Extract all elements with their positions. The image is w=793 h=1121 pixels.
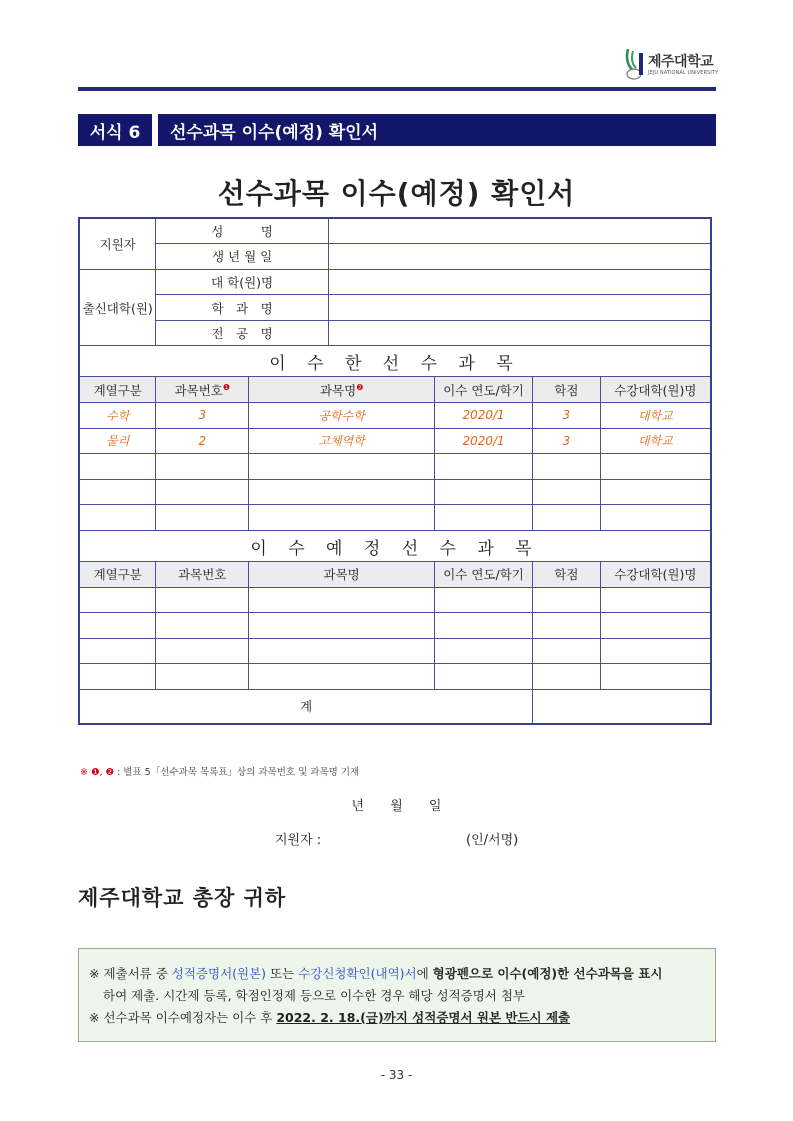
school-group-label: 출신대학(원) (79, 269, 156, 346)
school-univ-row (79, 269, 711, 295)
col-header-institution: 수강대학(원)명 (600, 562, 711, 588)
name-field[interactable] (328, 218, 711, 244)
dept-label: 학 과 명 (156, 295, 328, 321)
planned-section-row (79, 531, 711, 562)
table-row: 물리 2 고체역학 2020/1 3 대학교 (79, 428, 711, 454)
signature-label: 지원자 : (275, 833, 322, 848)
form-title-bar: 선수과목 이수(예정) 확인서 (158, 114, 716, 146)
col-header-category: 계열구분 (79, 377, 156, 403)
footnote-marks: ※ ❶, ❷ (80, 767, 115, 778)
logo-name: 제주대학교 (648, 54, 714, 70)
major-field[interactable] (328, 320, 711, 346)
total-label: 계 (79, 690, 533, 724)
applicant-birth-row (79, 244, 711, 270)
table-row (79, 664, 711, 690)
form-number: 서식 6 (78, 114, 152, 146)
completed-header-row (79, 377, 711, 403)
page-title: 선수과목 이수(예정) 확인서 (217, 177, 576, 210)
col-header-year-term: 이수 연도/학기 (435, 562, 533, 588)
applicant-name-row (79, 218, 711, 244)
univ-label: 대 학(원)명 (156, 269, 328, 295)
major-label: 전 공 명 (156, 320, 328, 346)
mark-1-icon: ❶ (222, 382, 231, 392)
university-emblem-icon (624, 47, 646, 81)
notice-line-2: 하여 제출. 시간제 등록, 학점인정제 등으로 이수한 경우 해당 성적증명서 첨부 (103, 988, 526, 1003)
planned-section-title: 이 수 예 정 선 수 과 목 (79, 531, 711, 562)
col-header-credits: 학점 (533, 377, 601, 403)
col-header-credits: 학점 (533, 562, 601, 588)
addressee: 제주대학교 총장 귀하 (78, 886, 287, 910)
col-header-course-no: 과목번호 (156, 562, 249, 588)
school-dept-row (79, 295, 711, 321)
signature-seal: (인/서명) (466, 833, 519, 848)
page-number: - 33 - (380, 1068, 413, 1082)
birth-label: 생 년 월 일 (156, 244, 328, 270)
confirmation-form-table (78, 217, 712, 725)
table-row (79, 505, 711, 531)
applicant-group-label: 지원자 (79, 218, 156, 269)
birth-field[interactable] (328, 244, 711, 270)
date-line: 년 월 일 (351, 799, 442, 814)
logo-subtitle: JEJU NATIONAL UNIVERSITY (648, 70, 719, 76)
table-row (79, 454, 711, 480)
header-rule (78, 87, 716, 91)
submission-notice (78, 948, 716, 1042)
total-field[interactable] (533, 690, 712, 724)
table-row: 수학 3 공학수학 2020/1 3 대학교 (79, 403, 711, 429)
col-header-institution: 수강대학(원)명 (600, 377, 711, 403)
name-label: 성 명 (156, 218, 328, 244)
mark-2-icon: ❷ (356, 382, 364, 392)
table-row (79, 613, 711, 639)
university-logo (624, 47, 724, 81)
col-header-course-no: 과목번호$^❶$ (156, 377, 249, 403)
notice-line-1: ※ 제출서류 중 성적증명서(원본) 또는 수강신청확인(내역)서에 형광펜으로 이수(예정)한 선수과목을 표시 (89, 966, 663, 981)
table-row (79, 479, 711, 505)
univ-field[interactable] (328, 269, 711, 295)
col-header-year-term: 이수 연도/학기 (435, 377, 533, 403)
total-row (79, 690, 711, 724)
completed-section-row (79, 346, 711, 377)
planned-header-row (79, 562, 711, 588)
footnote (80, 764, 359, 778)
dept-field[interactable] (328, 295, 711, 321)
col-header-course-name: 과목명 (249, 562, 435, 588)
notice-line-3: ※ 선수과목 이수예정자는 이수 후 2022. 2. 18.(금)까지 성적증명서 원본 반드시 제출 (89, 1010, 571, 1025)
table-row (79, 638, 711, 664)
table-row (79, 587, 711, 613)
col-header-course-name: 과목명$^❷$ (249, 377, 435, 403)
completed-section-title: 이 수 한 선 수 과 목 (79, 346, 711, 377)
col-header-category: 계열구분 (79, 562, 156, 588)
footnote-text: : 별표 5「선수과목 목록표」상의 과목번호 및 과목명 기재 (114, 767, 360, 778)
school-major-row (79, 320, 711, 346)
